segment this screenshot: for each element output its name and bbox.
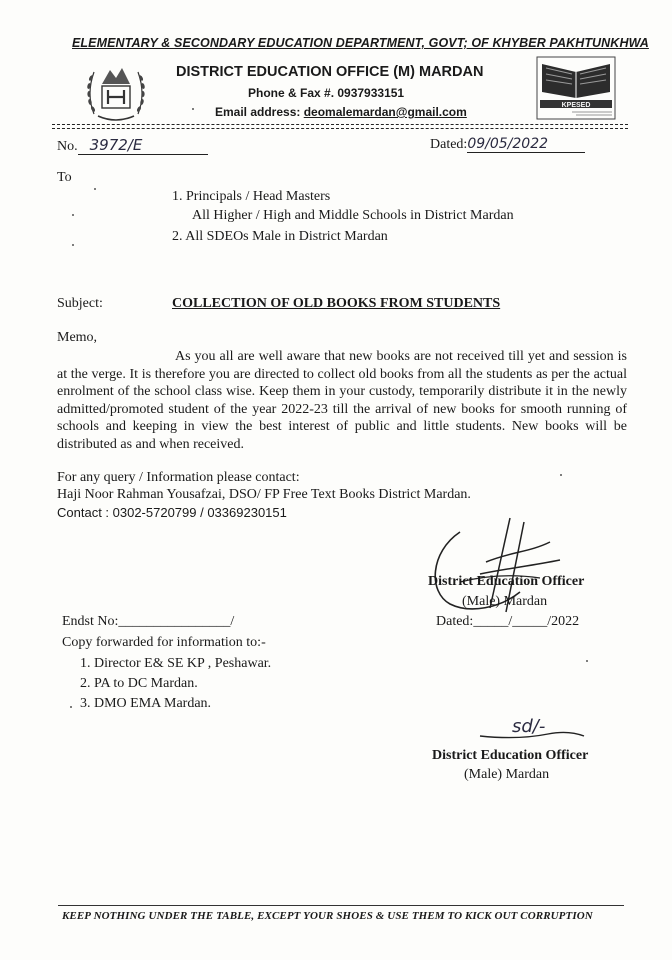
speck: [586, 660, 588, 662]
endst-number: Endst No:________________/: [62, 614, 235, 629]
sd-mark: sd/-: [512, 716, 546, 737]
email-link[interactable]: deomalemardan@gmail.com: [303, 105, 467, 119]
reference-date: [430, 136, 585, 153]
department-heading: ELEMENTARY & SECONDARY EDUCATION DEPARTMENT, GOVT; OF KHYBER PAKHTUNKHWA: [72, 36, 649, 50]
header-divider: [52, 124, 628, 125]
memo-body: [57, 348, 627, 453]
copy-item-2: 2. PA to DC Mardan.: [80, 676, 198, 691]
no-label: No.: [57, 139, 78, 154]
subject-text: COLLECTION OF OLD BOOKS FROM STUDENTS: [172, 296, 501, 311]
memo-paragraph: As you all are well aware that new books are not received till yet and session is at the verge. It is therefore you are directed to collect old books from all the students as per the actual enrolment of the school class wise. Keep them in your custody, temporarily distribute it in the newly admitted/promoted student of the year 2022-23 till the arrival of new books for smooth running of schools and keeping in view the best interest of public and little students. New books will be distributed as and when received.: [57, 349, 627, 452]
contact-line-2: Haji Noor Rahman Yousafzai, DSO/ FP Free Text Books District Mardan.: [57, 487, 471, 502]
speck: [72, 244, 74, 246]
speck: [70, 706, 72, 708]
sd-underline-stroke: [478, 726, 588, 742]
phone-fax: Phone & Fax #. 0937933151: [248, 86, 405, 100]
no-value: 3972/E: [78, 136, 208, 155]
govt-emblem-logo: [80, 54, 152, 126]
to-label: To: [57, 170, 72, 185]
copy-forwarded-label: Copy forwarded for information to:-: [62, 635, 266, 650]
memo-label: Memo,: [57, 330, 98, 345]
to-item-2: 2. All SDEOs Male in District Mardan: [172, 229, 388, 244]
speck: [72, 214, 74, 216]
copy-item-1: 1. Director E& SE KP , Peshawar.: [80, 656, 272, 671]
contact-line-3: Contact : 0302-5720799 / 03369230151: [57, 505, 287, 520]
to-item-1-detail: All Higher / High and Middle Schools in District Mardan: [192, 208, 514, 223]
dated-value: 09/05/2022: [467, 136, 585, 153]
footer-rule: [58, 905, 624, 906]
kpesed-book-logo: [536, 56, 616, 120]
header-divider-2: [52, 128, 628, 129]
speck: [192, 108, 194, 110]
signature-2-title: District Education Officer: [432, 748, 589, 763]
kpesed-logo-text: KPESED: [561, 102, 591, 109]
signature-2-subtitle: (Male) Mardan: [464, 767, 550, 782]
speck: [94, 188, 96, 190]
reference-number: [57, 136, 208, 155]
dated-label: Dated:: [430, 137, 468, 152]
office-title: DISTRICT EDUCATION OFFICE (M) MARDAN: [176, 64, 484, 80]
email-label: Email address:: [215, 105, 304, 119]
subject-label: Subject:: [57, 296, 103, 311]
footer-slogan: KEEP NOTHING UNDER THE TABLE, EXCEPT YOUR SHOES & USE THEM TO KICK OUT CORRUPTION: [62, 910, 593, 922]
signature-1-subtitle: (Male) Mardan: [462, 594, 548, 609]
contact-line-1: For any query / Information please contact:: [57, 470, 300, 485]
to-item-1: 1. Principals / Head Masters: [172, 189, 331, 204]
speck: [560, 474, 562, 476]
endst-dated: Dated:_____/_____/2022: [436, 614, 580, 629]
copy-item-3: 3. DMO EMA Mardan.: [80, 696, 212, 711]
email-line: [215, 105, 467, 119]
signature-1-title: District Education Officer: [428, 574, 585, 589]
